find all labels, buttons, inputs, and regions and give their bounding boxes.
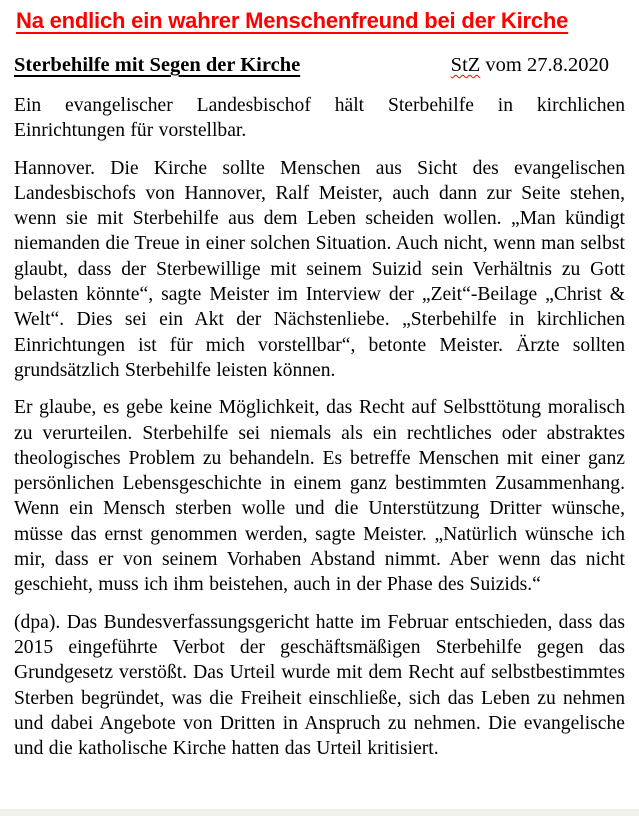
paragraph-main-1: Hannover. Die Kirche sollte Menschen aus Sicht des evangelischen Landesbischofs von Hannover, Ralf Meister, auch dann zur Seite stehen, wenn sie mit Sterbehilfe aus dem Leben scheiden wollen. „Man kündigt niemanden die Treue in einer solchen Situation. Auch nicht, wenn man selbst glaubt, dass der Sterbewillige mit seinem Suizid sein Verhältnis zu Gott belasten könnte“, sagte Meister im Interview der „Zeit“-Beilage „Christ & Welt“. Dies sei ein Akt der Nächstenliebe. „Sterbehilfe in kirchlichen Einrichtungen ist für mich vorstellbar“, betonte Meister. Ärzte sollten grundsätzlich Sterbehilfe leisten können. xyxy=(14,157,625,381)
dateline-source-abbr: StZ xyxy=(450,54,481,76)
article-title: Na endlich ein wahrer Menschenfreund bei der Kirche xyxy=(16,8,569,33)
paragraph-dpa: (dpa). Das Bundesverfassungsgericht hatte im Februar entschieden, dass das 2015 eingeführte Verbot der geschäftsmäßigen Sterbehilfe gegen das Grundgesetz verstößt. Das Urteil wurde mit dem Recht auf selbstbestimmtes Sterben begründet, was die Freiheit einschließe, sich das Leben zu nehmen und dabei Angebote von Dritten in Anspruch zu nehmen. Die evangelische und die katholische Kirche hatten das Urteil kritisiert. xyxy=(14,611,625,760)
subtitle-row xyxy=(14,52,625,78)
paragraph-lede: Ein evangelischer Landesbischof hält Sterbehilfe in kirchlichen Einrichtungen für vorstellbar. xyxy=(14,95,625,142)
dateline xyxy=(451,52,625,78)
article-subtitle: Sterbehilfe mit Segen der Kirche xyxy=(14,54,301,76)
article-body xyxy=(14,93,625,761)
page-bottom-edge xyxy=(0,809,639,816)
dateline-date: vom 27.8.2020 xyxy=(480,54,609,76)
paragraph-main-2: Er glaube, es gebe keine Möglichkeit, das Recht auf Selbsttötung moralisch zu verurteilen. Sterbehilfe sei niemals als ein rechtliches oder abstraktes theologisches Problem zu behandeln. Es betreffe Menschen mit einer ganz persönlichen Lebensgeschichte in einem ganz bestimmten Zusammenhang. Wenn ein Mensch sterben wolle und die Unterstützung Dritter wünsche, müsse das ernst genommen werden, sagte Meister. „Natürlich wünsche ich mir, dass er von seinem Vorhaben Abstand nimmt. Aber wenn das nicht geschieht, muss ich ihm beistehen, auch in der Phase des Suizids.“ xyxy=(14,397,625,596)
